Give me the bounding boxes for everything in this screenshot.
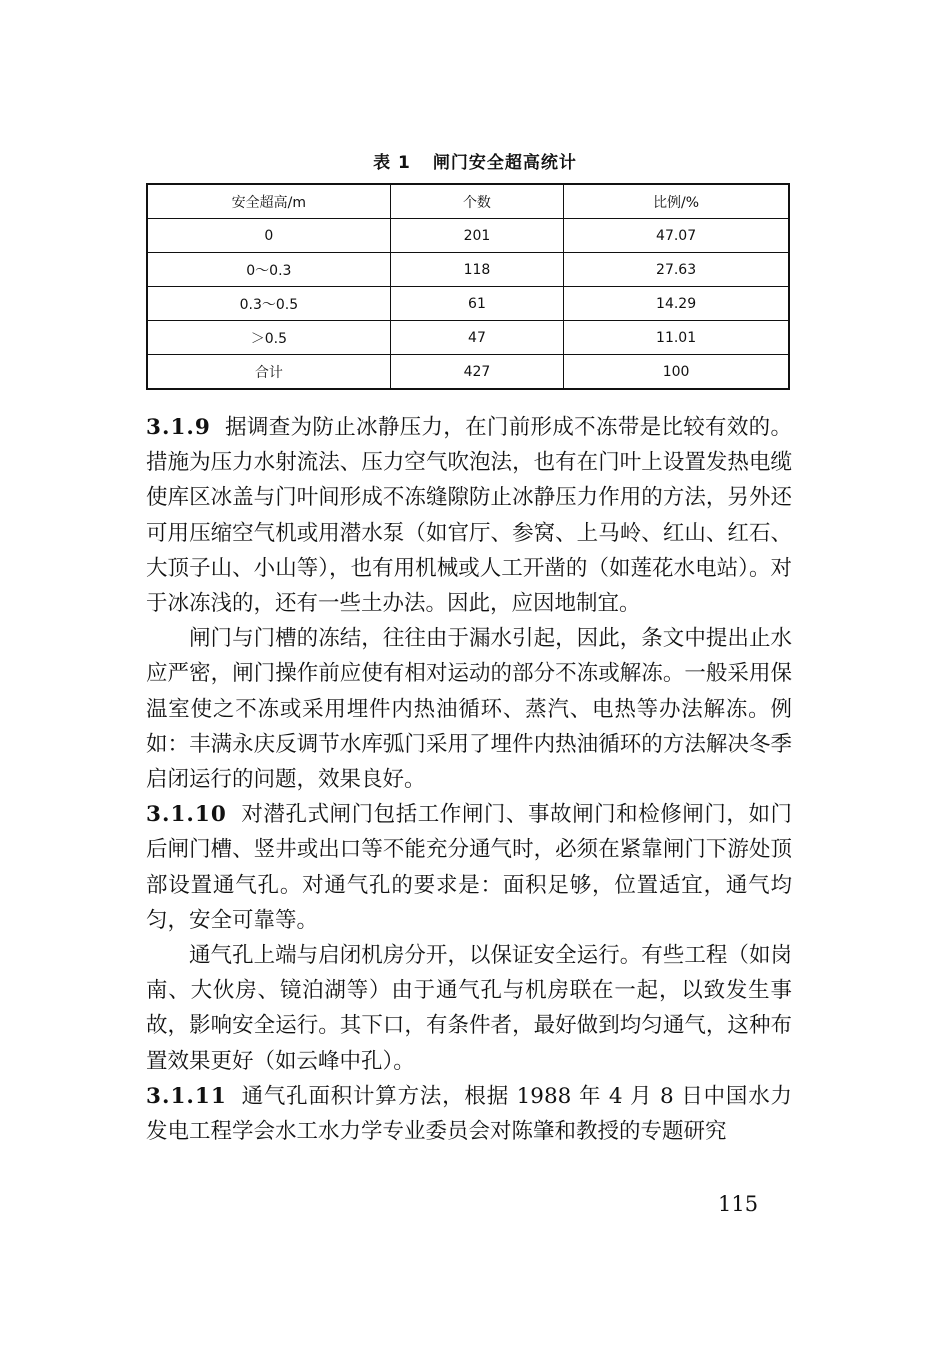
paragraph-text: 据调查为防止冰静压力，在门前形成不冻带是比较有效的。措施为压力水射流法、压力空气吹泡法，也有在门叶上设置发热电缆使库区冰盖与门叶间形成不冻缝隙防止冰静压力作用的方法，另外还可用压缩空气机或用潜水泵（如官厅、参窝、上马岭、红山、红石、大顶子山、小山等），也有用机械或人工开凿的（如莲花水电站）。对于冰冻浅的，还有一些土办法。因此，应因地制宜。 <box>146 415 792 617</box>
table-cell: 11.01 <box>564 321 789 355</box>
clause-number: 3.1.10 <box>146 802 227 828</box>
column-header: 比例/% <box>564 184 789 219</box>
body-text <box>146 410 792 1149</box>
paragraph <box>146 938 792 1079</box>
table-caption-number: 表 1 <box>373 153 411 173</box>
table-caption-title: 闸门安全超高统计 <box>432 153 577 173</box>
clause-number: 3.1.9 <box>146 415 211 440</box>
column-header: 安全超高/m <box>147 184 390 219</box>
table-caption <box>0 148 950 173</box>
table-cell: 47.07 <box>564 219 789 253</box>
table-cell: 0 <box>147 219 390 253</box>
paragraph-text: 通气孔面积计算方法，根据 1988 年 4 月 8 日中国水力发电工程学会水工水力学专业委员会对陈肇和教授的专题研究 <box>146 1083 792 1145</box>
table-row <box>147 253 789 287</box>
table-header-row <box>147 184 789 219</box>
table-row <box>147 287 789 321</box>
table-row <box>147 321 789 355</box>
table-cell: 合计 <box>147 355 390 390</box>
table-cell: 47 <box>390 321 563 355</box>
clause-paragraph <box>146 1079 792 1149</box>
clause-number: 3.1.11 <box>146 1083 227 1109</box>
table-cell: ＞0.5 <box>147 321 390 355</box>
paragraph <box>146 621 792 797</box>
page-number: 115 <box>718 1192 759 1216</box>
table-row-total <box>147 355 789 390</box>
table-cell: 0～0.3 <box>147 253 390 287</box>
paragraph-text: 对潜孔式闸门包括工作闸门、事故闸门和检修闸门，如门后闸门槽、竖井或出口等不能充分通气时，必须在紧靠闸门下游处顶部设置通气孔。对通气孔的要求是：面积足够，位置适宜，通气均匀，安全可靠等。 <box>146 802 792 933</box>
table-cell: 118 <box>390 253 563 287</box>
paragraph-text: 通气孔上端与启闭机房分开，以保证安全运行。有些工程（如岗南、大伙房、镜泊湖等）由于通气孔与机房联在一起，以致发生事故，影响安全运行。其下口，有条件者，最好做到均匀通气，这种布置效果更好（如云峰中孔）。 <box>146 943 792 1074</box>
table-cell: 0.3～0.5 <box>147 287 390 321</box>
paragraph-text: 闸门与门槽的冻结，往往由于漏水引起，因此，条文中提出止水应严密，闸门操作前应使有相对运动的部分不冻或解冻。一般采用保温室使之不冻或采用埋件内热油循环、蒸汽、电热等办法解冻。例如：丰满永庆反调节水库弧门采用了埋件内热油循环的方法解决冬季启闭运行的问题，效果良好。 <box>146 626 792 793</box>
table-cell: 27.63 <box>564 253 789 287</box>
table-cell: 100 <box>564 355 789 390</box>
clause-paragraph <box>146 797 792 938</box>
table-cell: 201 <box>390 219 563 253</box>
column-header: 个数 <box>390 184 563 219</box>
table-cell: 61 <box>390 287 563 321</box>
table-cell: 14.29 <box>564 287 789 321</box>
gate-safety-table <box>146 183 790 390</box>
clause-paragraph <box>146 410 792 621</box>
table-cell: 427 <box>390 355 563 390</box>
table-row <box>147 219 789 253</box>
